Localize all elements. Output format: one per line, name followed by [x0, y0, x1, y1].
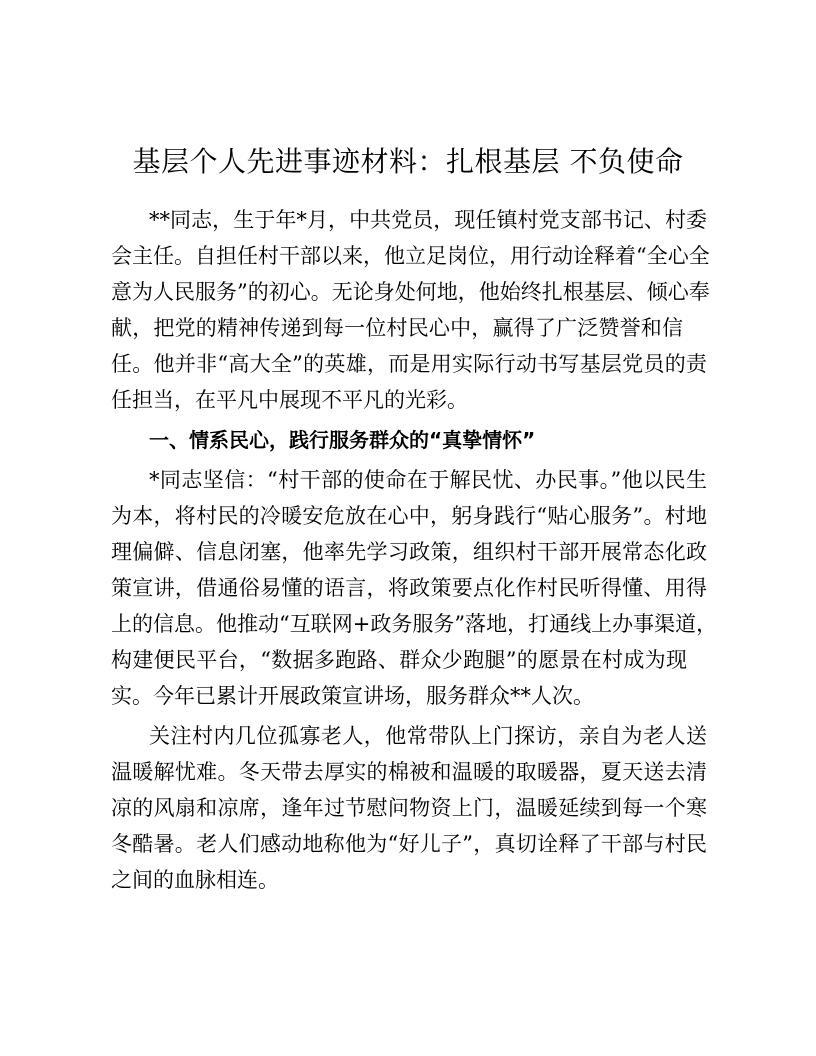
paragraph-2-line-1: *同志坚信：“村干部的使命在于解民忧、办民事。”他以民生 — [149, 468, 707, 492]
paragraph-2-line-2: 为本，将村民的冷暖安危放在心中，躬身践行“贴心服务”。村地 — [111, 504, 707, 528]
paragraph-1-line-5: 任。他并非“高大全”的英雄，而是用实际行动书写基层党员的责 — [111, 352, 707, 376]
paragraph-2-line-4: 策宣讲，借通俗易懂的语言，将政策要点化作村民听得懂、用得 — [111, 576, 707, 600]
section-heading-1: 一、情系民心，践行服务群众的“真挚情怀” — [149, 428, 536, 452]
paragraph-1-line-6: 任担当，在平凡中展现不平凡的光彩。 — [111, 388, 468, 412]
paragraph-1-line-3: 意为人民服务”的初心。无论身处何地，他始终扎根基层、倾心奉 — [111, 280, 710, 304]
paragraph-2-line-7: 实。今年已累计开展政策宣讲场，服务群众**人次。 — [111, 684, 594, 708]
paragraph-3-line-3: 凉的风扇和凉席，逢年过节慰问物资上门，温暖延续到每一个寒 — [111, 796, 707, 820]
paragraph-2-line-6: 构建便民平台，“数据多跑路、群众少跑腿”的愿景在村成为现 — [111, 648, 687, 672]
paragraph-3-line-2: 温暖解忧难。冬天带去厚实的棉被和温暖的取暖器，夏天送去清 — [111, 760, 707, 784]
paragraph-2-line-5: 上的信息。他推动“互联网+政务服务”落地，打通线上办事渠道， — [111, 612, 718, 636]
paragraph-1-line-1: **同志，生于年*月，中共党员，现任镇村党支部书记、村委 — [149, 208, 707, 232]
paragraph-1-line-4: 献，把党的精神传递到每一位村民心中，赢得了广泛赞誉和信 — [111, 316, 683, 340]
paragraph-3-line-5: 之间的血脉相连。 — [111, 868, 279, 892]
paragraph-1-line-2: 会主任。自担任村干部以来，他立足岗位，用行动诠释着“全心全 — [111, 244, 710, 268]
document-title: 基层个人先进事迹材料：扎根基层 不负使命 — [132, 145, 684, 178]
paragraph-2-line-3: 理偏僻、信息闭塞，他率先学习政策，组织村干部开展常态化政 — [111, 540, 707, 564]
paragraph-3-line-4: 冬酷暑。老人们感动地称他为“好儿子”，真切诠释了干部与村民 — [111, 832, 707, 856]
paragraph-3-line-1: 关注村内几位孤寡老人，他常带队上门探访，亲自为老人送 — [149, 724, 707, 748]
